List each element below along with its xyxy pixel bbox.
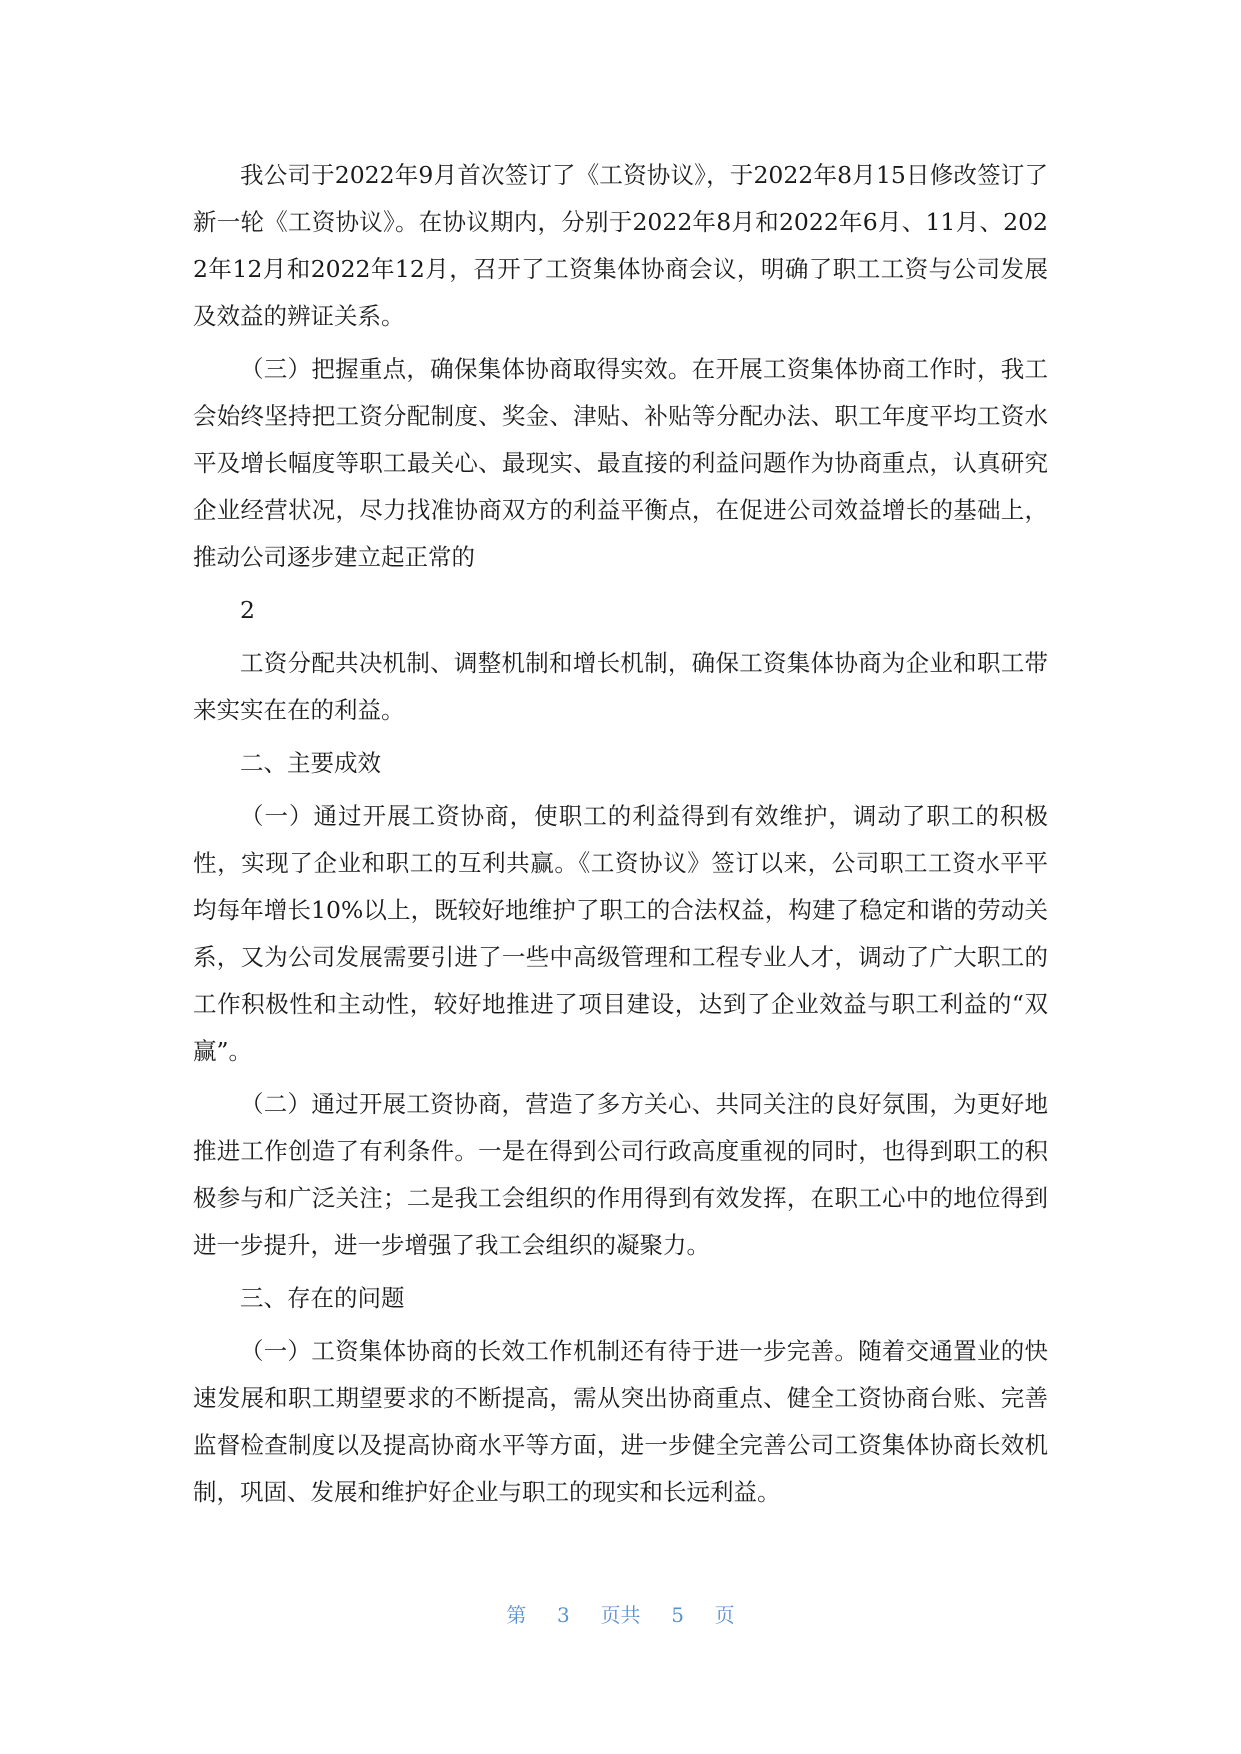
footer-suffix: 页: [714, 1603, 735, 1627]
paragraph-key-points: （三）把握重点，确保集体协商取得实效。在开展工资集体协商工作时，我工会始终坚持把工资分配制度、奖金、津贴、补贴等分配办法、职工年度平均工资水平及增长幅度等职工最关心、最现实、最直接的利益问题作为协商重点，认真研究企业经营状况，尽力找准协商双方的利益平衡点，在促进公司效益增长的基础上，推动公司逐步建立起正常的: [193, 355, 1048, 571]
footer-total-pages: 5: [671, 1603, 684, 1627]
paragraph-agreement-history: 我公司于2022年9月首次签订了《工资协议》，于2022年8月15日修改签订了新一轮《工资协议》。在协议期内，分别于2022年8月和2022年6月、11月、2022年12月和2022年12月，召开了工资集体协商会议，明确了职工工资与公司发展及效益的辨证关系。: [193, 161, 1048, 330]
footer-prefix: 第: [506, 1603, 527, 1627]
section-heading-problems: 三、存在的问题: [240, 1284, 405, 1312]
paragraph-problem-one: （一）工资集体协商的长效工作机制还有待于进一步完善。随着交通置业的快速发展和职工期望要求的不断提高，需从突出协商重点、健全工资协商台账、完善监督检查制度以及提高协商水平等方面，进一步健全完善公司工资集体协商长效机制，巩固、发展和维护好企业与职工的现实和长远利益。: [193, 1337, 1048, 1506]
footer-current-page: 3: [557, 1603, 570, 1627]
page-footer: [0, 1599, 1241, 1628]
paragraph-result-one: （一）通过开展工资协商，使职工的利益得到有效维护，调动了职工的积极性，实现了企业和职工的互利共赢。《工资协议》签订以来，公司职工工资水平平均每年增长10%以上，既较好地维护了职工的合法权益，构建了稳定和谐的劳动关系，又为公司发展需要引进了一些中高级管理和工程专业人才，调动了广大职工的工作积极性和主动性，较好地推进了项目建设，达到了企业效益与职工利益的“双赢”。: [193, 802, 1048, 1065]
page-number-inline: 2: [240, 596, 255, 624]
paragraph-result-two: （二）通过开展工资协商，营造了多方关心、共同关注的良好氛围，为更好地推进工作创造了有利条件。一是在得到公司行政高度重视的同时，也得到职工的积极参与和广泛关注；二是我工会组织的作用得到有效发挥，在职工心中的地位得到进一步提升，进一步增强了我工会组织的凝聚力。: [193, 1090, 1048, 1259]
paragraph-mechanism: 工资分配共决机制、调整机制和增长机制，确保工资集体协商为企业和职工带来实实在在的利益。: [193, 649, 1048, 724]
document-body: [193, 152, 1048, 1522]
section-heading-results: 二、主要成效: [240, 749, 381, 777]
footer-middle: 页共: [600, 1603, 641, 1627]
